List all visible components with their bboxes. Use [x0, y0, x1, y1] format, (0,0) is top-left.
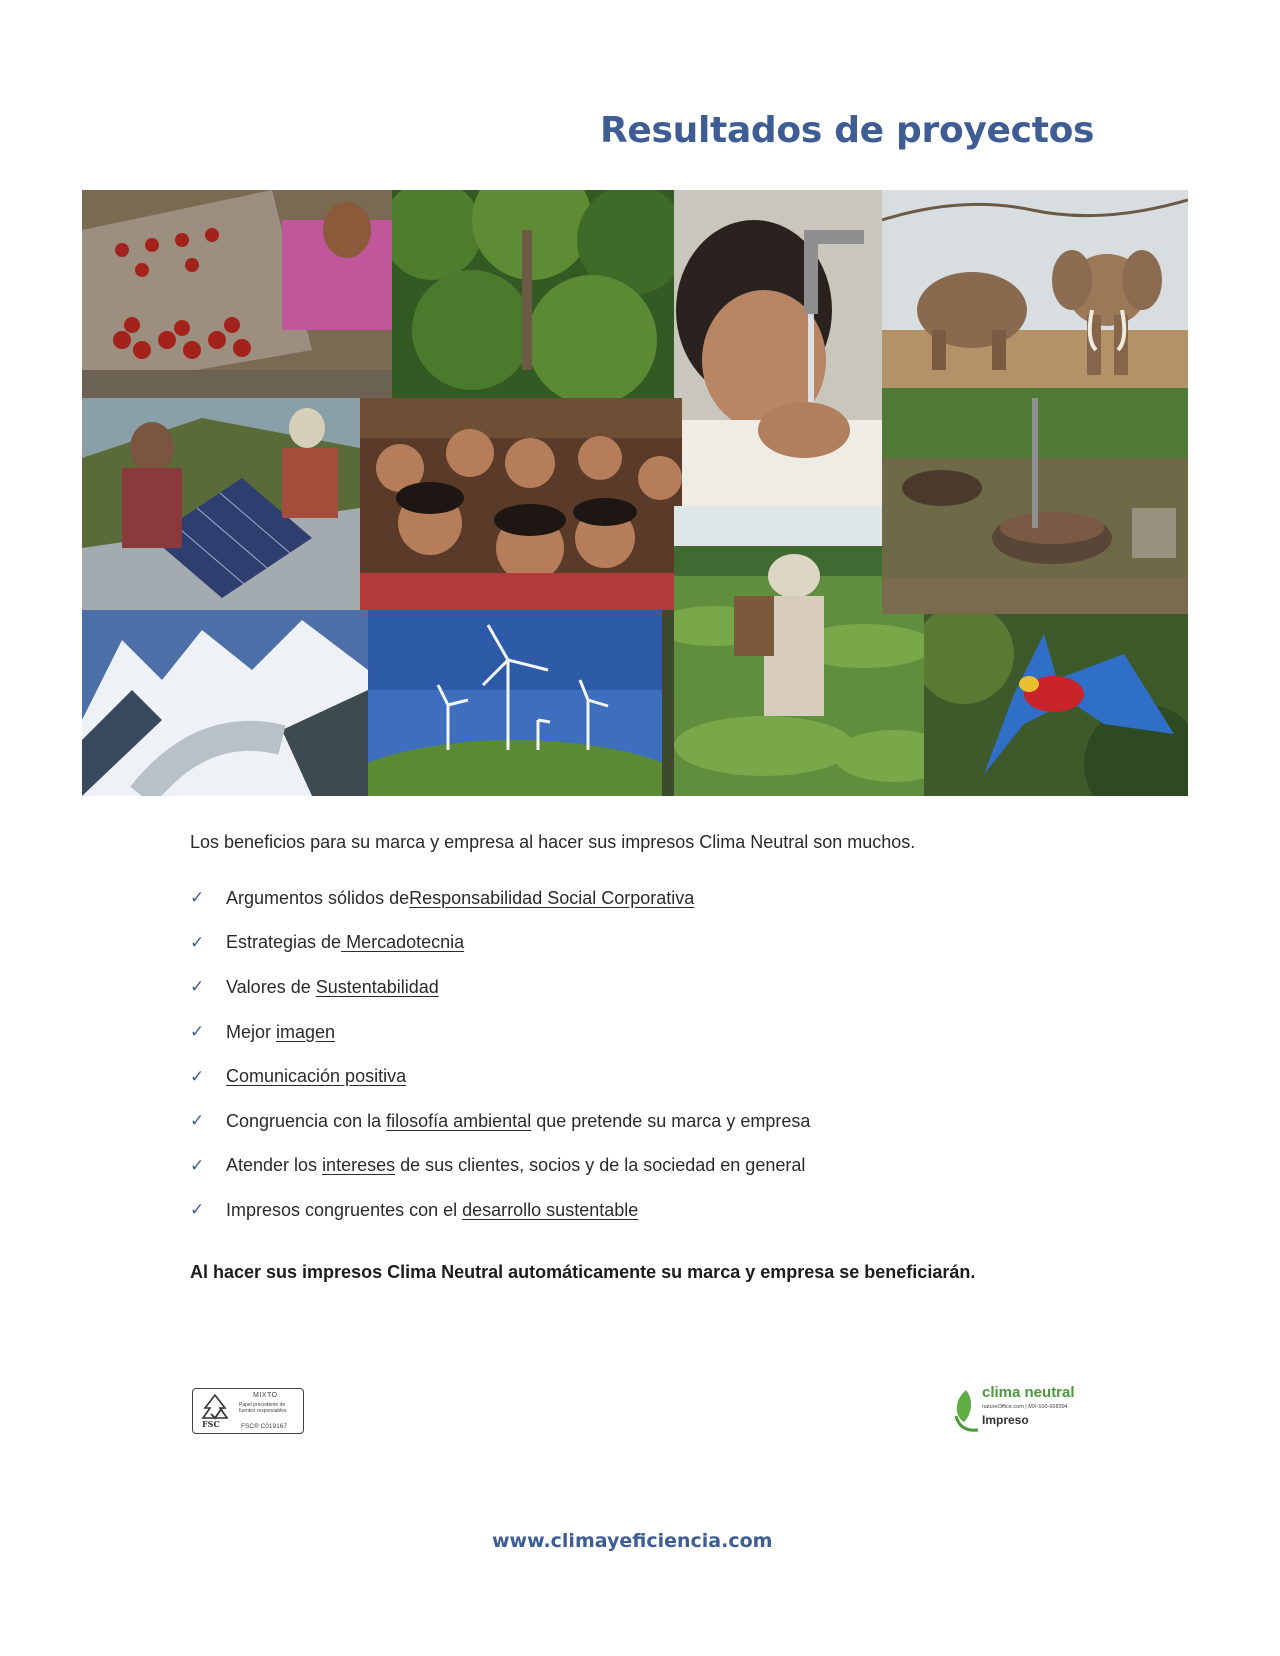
benefit-text: Atender los: [226, 1155, 323, 1176]
benefit-link[interactable]: Responsabilidad Social Corporativa: [409, 887, 695, 908]
list-item: [190, 1054, 810, 1099]
photo-wind-turbines: [368, 610, 662, 796]
photo-macaw: [924, 614, 1188, 796]
list-item: [190, 1010, 810, 1055]
fsc-brand: FSC: [202, 1419, 220, 1429]
list-item: [190, 965, 810, 1010]
benefit-link[interactable]: Comunicación positiva: [226, 1066, 407, 1087]
photo-coffee-harvest: [82, 190, 392, 398]
fsc-logo: [192, 1388, 304, 1434]
benefit-text: Congruencia con la: [226, 1110, 387, 1131]
check-icon: ✓: [190, 977, 205, 998]
list-item: [190, 1144, 810, 1189]
benefit-text: de sus clientes, socios y de la sociedad en general: [395, 1155, 806, 1176]
benefit-link[interactable]: imagen: [276, 1021, 336, 1042]
check-icon: ✓: [190, 1022, 205, 1043]
check-icon: ✓: [190, 1066, 205, 1087]
benefit-link[interactable]: Sustentabilidad: [315, 976, 439, 997]
benefit-link[interactable]: Mercadotecnia: [341, 932, 465, 953]
photo-children: [360, 398, 682, 610]
benefit-text: Estrategias de: [226, 932, 342, 953]
benefit-link[interactable]: desarrollo sustentable: [462, 1199, 639, 1220]
check-icon: ✓: [190, 1155, 205, 1176]
benefit-text: que pretende su marca y empresa: [531, 1110, 811, 1131]
clima-neutral-logo: [950, 1384, 1090, 1436]
photo-child-water: [674, 190, 882, 506]
fsc-code: FSC® C019167: [241, 1423, 287, 1430]
benefit-text: Mejor: [226, 1021, 277, 1042]
clima-neutral-title: clima neutral: [982, 1384, 1075, 1401]
website-link[interactable]: www.climayeficiencia.com: [492, 1530, 773, 1552]
benefit-link[interactable]: filosofía ambiental: [386, 1110, 532, 1131]
benefit-text: Argumentos sólidos de: [226, 887, 410, 908]
page-title: Resultados de proyectos: [600, 110, 1095, 151]
list-item: [190, 876, 810, 921]
closing-statement: Al hacer sus impresos Clima Neutral automáticamente su marca y empresa se beneficiarán.: [190, 1262, 976, 1282]
list-item: [190, 1099, 810, 1144]
photo-forest: [392, 190, 674, 398]
check-icon: ✓: [190, 888, 205, 909]
intro-text: Los beneficios para su marca y empresa al hacer sus impresos Clima Neutral son muchos.: [190, 832, 916, 852]
benefit-text: Valores de: [226, 976, 316, 997]
fsc-label: MIXTO: [253, 1392, 278, 1399]
benefit-link[interactable]: intereses: [322, 1155, 396, 1176]
fsc-description: Papel procedente de fuentes responsables: [239, 1402, 287, 1414]
photo-glacier: [82, 610, 368, 796]
photo-solar-panel: [82, 398, 360, 610]
list-item: [190, 921, 810, 966]
photo-biodigester: [882, 388, 1188, 614]
check-icon: ✓: [190, 1111, 205, 1132]
check-icon: ✓: [190, 1200, 205, 1221]
photo-elephants: [882, 190, 1188, 388]
list-item: [190, 1188, 810, 1233]
clima-neutral-label: Impreso: [982, 1413, 1029, 1427]
benefit-text: Impresos congruentes con el: [226, 1199, 463, 1220]
benefits-list: [190, 876, 810, 1233]
clima-neutral-subtitle: natureOffice.com | MX-100-668394: [982, 1404, 1068, 1410]
check-icon: ✓: [190, 932, 205, 953]
leaf-icon: [950, 1386, 980, 1434]
photo-collage: [82, 190, 1188, 796]
